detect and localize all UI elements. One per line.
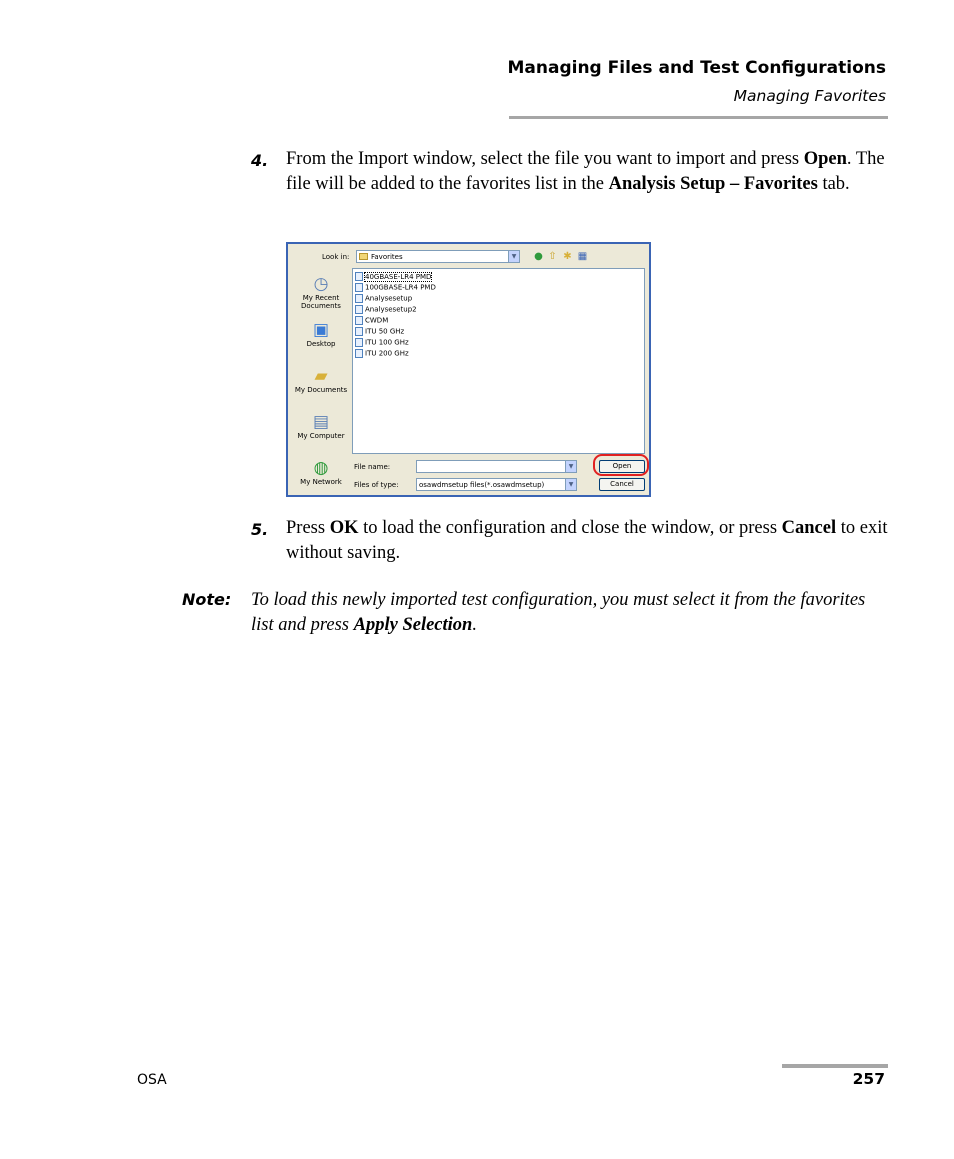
running-header-subtitle: Managing Favorites <box>733 87 886 105</box>
place-desktop[interactable]: ▣ Desktop <box>306 320 336 348</box>
place-my-computer[interactable]: ▤ My Computer <box>297 412 345 440</box>
files-of-type-dropdown[interactable]: osawdmsetup files(*.osawdmsetup) ▼ <box>416 478 577 491</box>
recent-documents-icon: ◷ <box>313 274 329 294</box>
my-network-icon: ◍ <box>313 458 329 478</box>
look-in-label: Look in: <box>322 253 350 261</box>
file-list[interactable] <box>352 268 645 454</box>
list-item[interactable]: 40GBASE-LR4 PMD <box>355 272 431 282</box>
look-in-dropdown[interactable] <box>356 250 520 263</box>
file-icon <box>355 316 363 325</box>
analysis-setup-term: Analysis Setup – Favorites <box>608 174 818 194</box>
folder-icon <box>359 253 368 260</box>
running-header-title: Managing Files and Test Configurations <box>507 58 886 78</box>
chevron-down-icon[interactable]: ▼ <box>508 251 519 262</box>
file-name-label: File name: <box>354 463 391 471</box>
list-item[interactable]: ITU 50 GHz <box>355 327 404 337</box>
list-item[interactable]: ITU 200 GHz <box>355 349 409 359</box>
look-in-value: Favorites <box>371 253 403 261</box>
views-icon[interactable]: ▦ <box>577 251 588 262</box>
open-term: Open <box>803 149 847 169</box>
step-number: 4. <box>251 151 269 170</box>
desktop-icon: ▣ <box>312 320 330 340</box>
note-text: To load this newly imported test configuration, you must select it from the favorites list and press Apply Selection. <box>251 590 866 635</box>
open-button[interactable]: Open <box>599 460 645 473</box>
chevron-down-icon[interactable]: ▼ <box>565 479 576 490</box>
footer-product: OSA <box>137 1072 167 1088</box>
new-folder-icon[interactable]: ✱ <box>563 251 572 262</box>
file-name-field[interactable] <box>416 460 577 473</box>
page-number: 257 <box>852 1070 885 1088</box>
file-icon <box>355 327 363 336</box>
file-icon <box>355 338 363 347</box>
chevron-down-icon[interactable]: ▼ <box>565 461 576 472</box>
list-item[interactable]: 100GBASE-LR4 PMD <box>355 283 436 293</box>
my-computer-icon: ▤ <box>312 412 330 432</box>
apply-selection-term: Apply Selection <box>353 615 473 635</box>
open-button-highlight <box>593 454 649 476</box>
places-bar <box>292 270 350 492</box>
note-label: Note: <box>182 590 232 609</box>
list-item[interactable]: ITU 100 GHz <box>355 338 409 348</box>
list-item[interactable]: Analysesetup2 <box>355 305 417 315</box>
step-text: Press OK to load the configuration and close the window, or press Cancel to exit without saving. <box>286 518 888 563</box>
place-recent-documents[interactable]: ◷ My Recent Documents <box>301 274 341 310</box>
footer-rule <box>782 1064 888 1068</box>
cancel-button[interactable]: Cancel <box>599 478 645 491</box>
file-icon <box>355 305 363 314</box>
file-icon <box>355 294 363 303</box>
list-item[interactable]: Analysesetup <box>355 294 412 304</box>
step-number: 5. <box>251 520 269 539</box>
import-dialog <box>286 242 651 497</box>
file-icon <box>355 272 363 281</box>
file-icon <box>355 283 363 292</box>
cancel-term: Cancel <box>781 518 837 538</box>
step-text: From the Import window, select the file you want to import and press Open. The file will be added to the favorites list in the Analysis Setup – Favorites tab. <box>286 149 885 194</box>
place-my-network[interactable]: ◍ My Network <box>300 458 342 486</box>
place-my-documents[interactable]: ▰ My Documents <box>294 366 348 394</box>
up-folder-icon[interactable]: ⇧ <box>548 251 557 262</box>
list-item[interactable]: CWDM <box>355 316 388 326</box>
ok-term: OK <box>329 518 359 538</box>
my-documents-icon: ▰ <box>314 366 328 386</box>
header-rule <box>509 116 888 119</box>
back-icon[interactable]: ● <box>534 251 543 262</box>
file-icon <box>355 349 363 358</box>
files-of-type-label: Files of type: <box>354 481 399 489</box>
